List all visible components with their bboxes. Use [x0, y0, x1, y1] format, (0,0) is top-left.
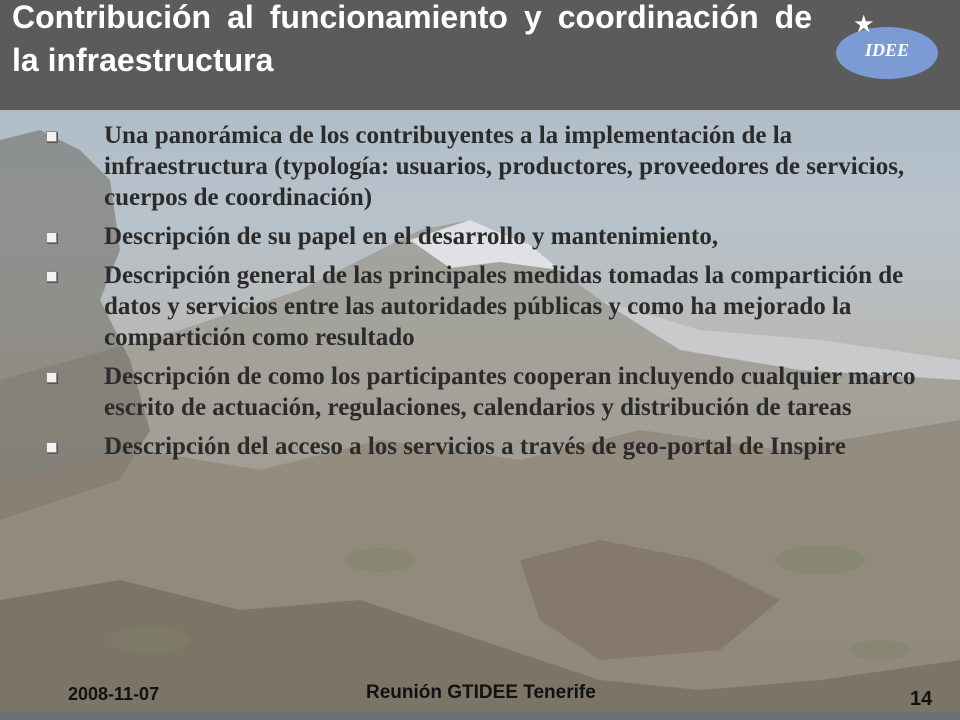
- bullet-text: Una panorámica de los contribuyentes a la implementación de la infraestructura (typología: usuarios, productores, proveedores de servicios, cuerpos de coordinación): [104, 122, 905, 211]
- bullet-item: [0, 361, 960, 423]
- page-number: 14: [910, 688, 933, 710]
- bullet-text: Descripción del acceso a los servicios a través de geo-portal de Inspire: [104, 433, 846, 460]
- bullet-text: Descripción general de las principales medidas tomadas la compartición de datos y servicios entre las autoridades públicas y como ha mejorado la compartición como resultado: [104, 262, 904, 351]
- bullet-item: [0, 431, 960, 462]
- idee-logo: [836, 11, 938, 79]
- bullet-item: [0, 120, 960, 213]
- bullet-square-icon: [46, 131, 57, 142]
- footer-title: Reunión GTIDEE Tenerife: [366, 682, 596, 703]
- bullet-square-icon: [46, 271, 57, 282]
- bullet-square-icon: [46, 232, 57, 243]
- bullet-item: [0, 221, 960, 252]
- title-bar: [0, 0, 960, 110]
- slide-title: Contribución al funcionamiento y coordinación de la infraestructura: [12, 0, 812, 78]
- logo-text: IDEE: [864, 40, 909, 60]
- bullet-list: [0, 120, 960, 470]
- bullet-text: Descripción de como los participantes cooperan incluyendo cualquier marco escrito de actuación, regulaciones, calendarios y distribución de tareas: [104, 363, 916, 421]
- footer-date: 2008-11-07: [68, 684, 160, 704]
- bullet-square-icon: [46, 442, 57, 453]
- bullet-text: Descripción de su papel en el desarrollo y mantenimiento,: [104, 223, 719, 250]
- bullet-item: [0, 260, 960, 353]
- bullet-square-icon: [46, 372, 57, 383]
- star-icon: ★: [853, 11, 875, 38]
